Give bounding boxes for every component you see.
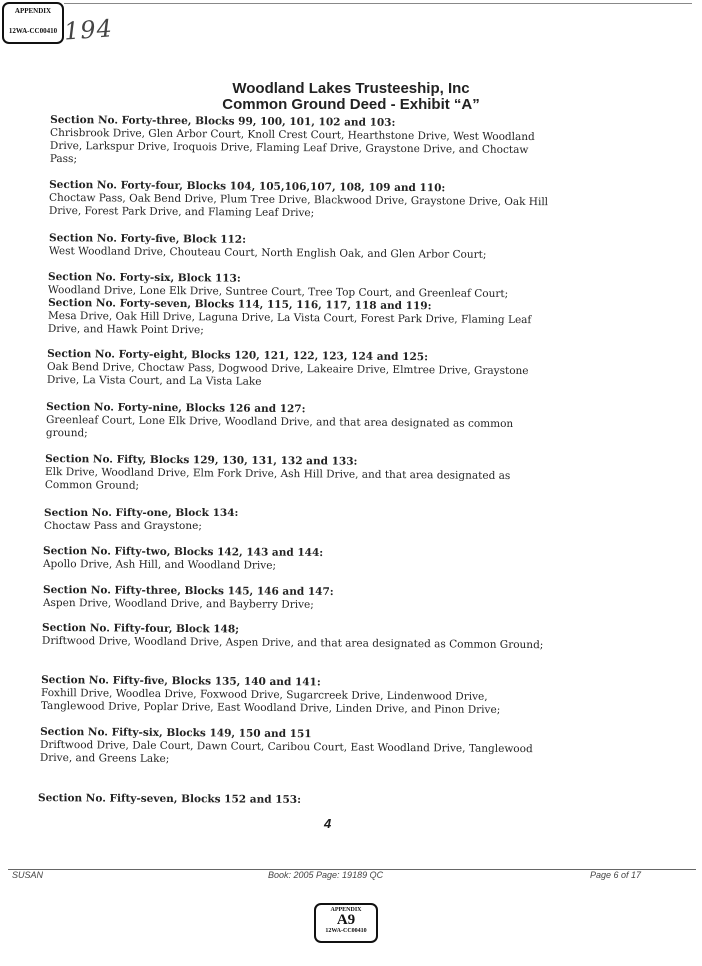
section-heading: Section No. Forty-three, Blocks 99, 100, 101, 102 and 103: bbox=[50, 113, 396, 129]
page-number: 4 bbox=[324, 816, 332, 831]
section-line: Drive, La Vista Court, and La Vista Lake bbox=[46, 373, 262, 388]
appendix-stamp-bottom bbox=[314, 903, 378, 943]
section-line: Choctaw Pass and Graystone; bbox=[44, 520, 202, 532]
footer-page-count: Page 6 of 17 bbox=[590, 870, 642, 880]
section-line: Aspen Drive, Woodland Drive, and Bayberry Drive; bbox=[42, 596, 314, 611]
section-heading: Section No. Fifty-five, Blocks 135, 140 and 141: bbox=[41, 673, 321, 689]
section-heading: Section No. Forty-six, Block 113: bbox=[48, 270, 241, 285]
footer-book-page: Book: 2005 Page: 19189 QC bbox=[268, 870, 384, 880]
section-line: Pass; bbox=[49, 152, 78, 166]
section-heading: Section No. Fifty-seven, Blocks 152 and 153: bbox=[37, 792, 302, 806]
section-54 bbox=[42, 622, 544, 652]
section-line: Driftwood Drive, Woodland Drive, Aspen Drive, and that area designated as Common Ground; bbox=[41, 634, 544, 652]
section-45 bbox=[49, 232, 487, 262]
appendix-stamp-top bbox=[2, 2, 64, 44]
section-57 bbox=[38, 792, 301, 807]
section-line: Drive, Forest Park Drive, and Flaming Leaf Drive; bbox=[48, 204, 315, 220]
section-heading: Section No. Fifty-three, Blocks 145, 146 and 147: bbox=[43, 583, 334, 599]
stamp-code: 12WA-CC00410 bbox=[8, 27, 58, 35]
top-rule bbox=[64, 3, 692, 4]
document-subtitle: Common Ground Deed - Exhibit “A” bbox=[222, 96, 480, 113]
section-heading: Section No. Fifty-four, Block 148; bbox=[42, 621, 240, 636]
section-53 bbox=[43, 584, 334, 612]
stamp-label: APPENDIX bbox=[330, 907, 362, 913]
section-44 bbox=[49, 179, 548, 222]
section-56 bbox=[40, 726, 533, 769]
section-50 bbox=[45, 453, 511, 496]
section-line: Foxhill Drive, Woodlea Drive, Foxwood Drive, Sugarcreek Drive, Lindenwood Drive, bbox=[40, 686, 488, 703]
section-line: ground; bbox=[45, 426, 88, 440]
section-line: Driftwood Drive, Dale Court, Dawn Court, Caribou Court, East Woodland Drive, Tanglewood bbox=[39, 738, 533, 756]
section-52 bbox=[43, 545, 323, 573]
section-heading: Section No. Forty-five, Block 112: bbox=[49, 232, 247, 246]
section-heading: Section No. Forty-eight, Blocks 120, 121, 122, 123, 124 and 125: bbox=[47, 347, 429, 364]
section-line: Mesa Drive, Oak Hill Drive, Laguna Drive, La Vista Court, Forest Park Drive, Flaming Leaf bbox=[47, 309, 532, 327]
section-line: Drive, Larkspur Drive, Iroquois Drive, Flaming Leaf Drive, Graystone Drive, and Choctaw bbox=[49, 139, 529, 157]
section-line: Apollo Drive, Ash Hill, and Woodland Drive; bbox=[42, 558, 277, 572]
section-line: Chrisbrook Drive, Glen Arbor Court, Knoll Crest Court, Hearthstone Drive, West Woodland bbox=[50, 126, 535, 144]
section-line: West Woodland Drive, Chouteau Court, North English Oak, and Glen Arbor Court; bbox=[48, 245, 487, 261]
section-47 bbox=[48, 297, 532, 340]
section-line: Tanglewood Drive, Poplar Drive, East Woodland Drive, Linden Drive, and Pinon Drive; bbox=[40, 699, 501, 717]
handwritten-page-number: 194 bbox=[63, 14, 114, 46]
section-line: Oak Bend Drive, Choctaw Pass, Dogwood Drive, Lakeaire Drive, Elmtree Drive, Graystone bbox=[46, 360, 529, 378]
section-heading: Section No. Forty-seven, Blocks 114, 115, 116, 117, 118 and 119: bbox=[48, 296, 432, 313]
section-49 bbox=[46, 401, 514, 444]
document-title: Woodland Lakes Trusteeship, Inc bbox=[232, 80, 470, 97]
section-43 bbox=[50, 114, 535, 170]
section-51 bbox=[44, 507, 238, 533]
stamp-appendix-number: A9 bbox=[336, 912, 356, 928]
section-heading: Section No. Fifty, Blocks 129, 130, 131, 132 and 133: bbox=[45, 452, 358, 468]
section-heading: Section No. Fifty-one, Block 134: bbox=[44, 507, 239, 519]
section-line: Drive, and Hawk Point Drive; bbox=[47, 322, 204, 337]
section-line: Woodland Drive, Lone Elk Drive, Suntree Court, Tree Top Court, and Greenleaf Court; bbox=[47, 283, 509, 301]
footer-left: SUSAN bbox=[12, 870, 44, 880]
section-line: Drive, and Greens Lake; bbox=[39, 751, 170, 765]
section-line: Choctaw Pass, Oak Bend Drive, Plum Tree Drive, Blackwood Drive, Graystone Drive, Oak Hill bbox=[48, 191, 549, 209]
section-heading: Section No. Fifty-two, Blocks 142, 143 and 144: bbox=[43, 545, 324, 559]
stamp-label: APPENDIX bbox=[14, 7, 52, 15]
section-48 bbox=[47, 348, 529, 391]
section-line: Greenleaf Court, Lone Elk Drive, Woodland Drive, and that area designated as common bbox=[45, 413, 514, 431]
section-heading: Section No. Fifty-six, Blocks 149, 150 and 151 bbox=[40, 725, 312, 741]
section-heading: Section No. Forty-four, Blocks 104, 105,106,107, 108, 109 and 110: bbox=[49, 178, 446, 195]
stamp-code: 12WA-CC00410 bbox=[325, 928, 367, 934]
section-heading: Section No. Forty-nine, Blocks 126 and 127: bbox=[46, 400, 306, 416]
section-line: Elk Drive, Woodland Drive, Elm Fork Drive, Ash Hill Drive, and that area designated as bbox=[44, 465, 511, 483]
section-55 bbox=[41, 674, 501, 717]
section-line: Common Ground; bbox=[44, 478, 140, 492]
